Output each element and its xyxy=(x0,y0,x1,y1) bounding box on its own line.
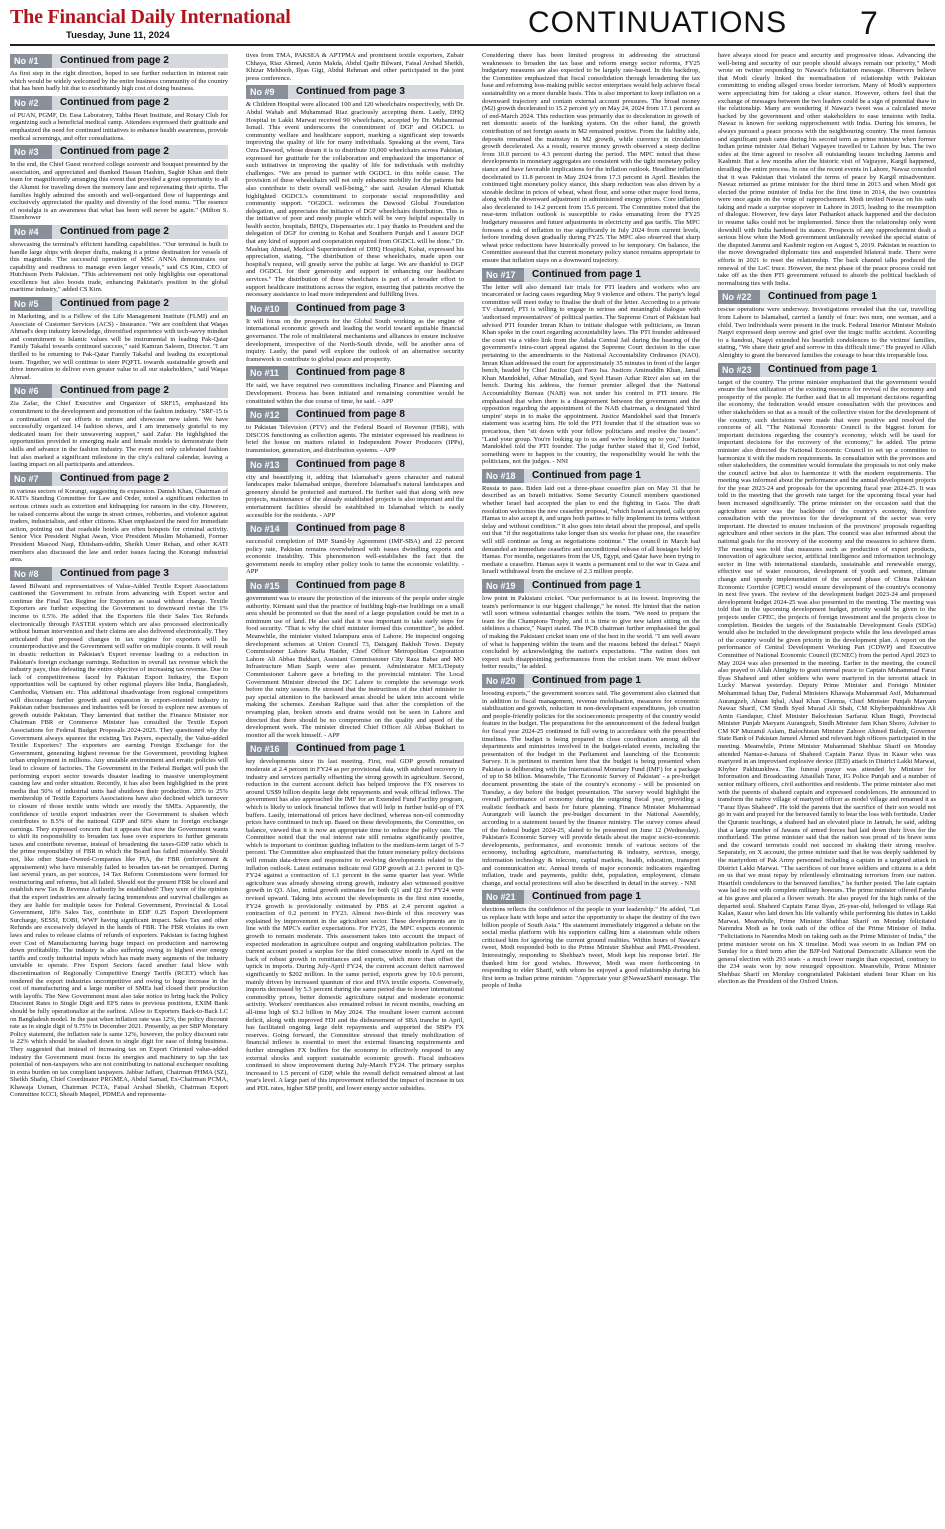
continuation-title: Continued from page 1 xyxy=(524,268,700,282)
continuation-number: No #19 xyxy=(482,579,524,593)
continuation-header xyxy=(482,579,700,593)
continuation-block xyxy=(246,579,464,739)
continuation-text: rescue operations were underway. Investigations revealed that the car, travelling from Lahore to Islamabad, carried a family of four: two men, one woman, and a child. Two individuals were present in the truck. Federal Interior Minister Mohsin Naqvi expressed deep sorrow and grief over the tragic traffic accident. According to a handout, Naqvi extended his heartfelt condolences to the victims' families, stating, "We share their grief and sorrow in this difficult time." He prayed to Allah Almighty to grant the bereaved families the courage to bear this irreparable loss. xyxy=(718,306,936,359)
continuation-block xyxy=(718,363,936,987)
continuation-title: Continued from page 1 xyxy=(760,363,936,377)
continuation-text: government was to ensure the protection of the interests of the people under single authority. Kirmani said that the practice of building high-rise buildings on a small area should be promoted so that the need of a large population could be met in a minimum use of land. He also said that it was important to take early steps for food security. "That is why the chief minister formed this committee", he added. Meanwhile, the minister visited Islampura area of Lahore. He inspected ongoing development schemes at Union Council 73, Dataganj Bakhsh Town. Deputy Commissioner Lahore Rafia Haider, Chief Officer Metropolitan Corporation Lahore Ali Abbas Bukhari, Assistant Commissioner City Raza Babar and MO Infrastructure Mian Saqib were also present. Administrator MCL/Deputy Commissioner Lahore gave a briefing to the provincial minister. The Local Government Minister directed the DC Lahore to complete the sewerage work before the rainy season. He stressed that the instructions of the chief minister to pay special attention to the backward areas should be taken into account while making the schemes. Zeeshan Rafique said that after the completion of the revamping plan, broken streets and drains would not be seen in Lahore and directed that there should be no compromise on the quality and speed of the development work. The minister directed Chief Officer Ali Abbas Bukhari to monitor all the work himself. - APP xyxy=(246,595,464,739)
continuation-title: Continued from page 8 xyxy=(288,458,464,472)
continuation-text: in various sectors of Korangi, suggesting its expansion. Danish Khan, Chairman of KATI's Standing Committee for Law and Order, noted a significant reduction in serious crimes such as extortion and kidnapping for ransom in the city. However, he raised concerns about the surge in street crimes, robberies, and violence against traders, industrialists, and other citizens. Khan emphasized the need for immediate action, pointing out that roadside hotels are often hotspots for criminal activity. Senior Vice President Nighat Awan, Vice President Muslim Mohamedi, Former President Masood Naqi, Ehtisham-uddin, Sheikh Umer Rehan, and other KATI members also discussed the law and order issues facing the Korangi industrial area. xyxy=(10,487,228,564)
continuation-number: No #13 xyxy=(246,458,288,472)
continuation-text: tives from TMA, PAKSEA & APTPMA and prominent textile exporters, Zubair Chhaya, Riaz Ahmed, Amin Makda, Abdul Qadir Bilwani, Faisal Arshad Sheikh, Khizar Mehboob, Ilyas Gigi, Abdul Rehman and other participated in the joint press conference. xyxy=(246,52,464,82)
continuation-header xyxy=(482,674,700,688)
continuation-header xyxy=(10,54,228,68)
column-2 xyxy=(246,52,464,1524)
continuation-block xyxy=(10,567,228,1099)
continuation-number: No #22 xyxy=(718,290,760,304)
continuation-text: It will focus on the prospects for the Global South working as the engine of international economic growth and leading the world toward equitable financial governance. The role of multilateral mechanisms and alliances to ensure inclusive development, irrespective of the North-South divide, will be another area of inquiry. Lastly, the panel will explore the outlook of an alternative security framework to contribute to global peace and prosperity. xyxy=(246,317,464,363)
continuation-block xyxy=(246,302,464,364)
continuation-text: have always stood for peace and security and progressive ideas. Advancing the well-being and security of our people should always remain our priority," Modi wrote on twitter responding to Nawaz's felicitation message. Observers believe that Modi clearly linked the normalisation of relationship with Pakistan committing to ending alleged cross border terrorism. Many of Modi's supporters were appreciating him for taking a clear stance. However, others feel that the exchange of messages between the two leaders could be a sign of potential thaw in the relationship. Many are wondering if Nawaz's tweet was a calculated move backed by the government and other stakeholders to ease tensions with India. Nawaz is known for seeking rapprochement with India. During his tenures, he always pursued a peace process with the neighbouring country. The most famous and significant push came during his second term as prime minister when former Indian prime minister Atal Behari Vajpayee travelled to Lahore by bus. The two sides at the time agreed to resolve all outstanding issues including Jammu and Kashmir. But a few months after the historic visit of Vajpayee, Kargil happened, derailing the entire process. In one of the recent events in Lahore, Nawaz conceded that it was Pakistan that violated the terms of peace by Kargil misadventure. Nawaz returned as prime minister for the third time in 2013 and when Modi got elected the prime minister of India for the first time in 2014, the two countries were once again on the verge of rapprochement. Modi invited Nawaz on his oath taking and made a surprise stopover in Lahore in 2015, leading to the resumption of dialogue. However, few days later Pathankot attack happened and the decision to resume talks could not be implemented. Since then the relationship only went downhill with India hardened its stance. Prospects of any rapprochement dealt a serious blow when the Modi government unilaterally revoked the special status of the disputed Jammu and Kashmir region on August 5, 2019. Pakistan in reaction to the move downgraded diplomatic ties and suspended bilateral trade. There were efforts in 2021 to reset the relationship. The back channel talks produced the renewal of the LoC truce. However, the next phase of the peace process could not take off as the then PTI government refused to absorb the political backlash of normalising ties with India. xyxy=(718,52,936,287)
continuation-text: Jawed Bilwani and representatives of Value-Added Textile Export Associations cautioned the Government to refrain from advancing with Export sector and continue the Final Tax Regime for Exporters as usual without change. Textile Exporters are further expecting the Government to downward revise the 1% income to 0.5%. He added that the Exporters file their Sales Tax Refunds electronically through FASTER system which are also processed electronically without human intervention and their claims are also delivered electronically. They articulated that proposed changes in tax regime for exporters will be counterproductive and the Government will suffer on multiple counts. It will result in drastic reduction in Pakistan's Export revenue leading to a reduction in Pakistan's foreign exchange earnings. Reduction in overall tax revenue which the industry pays, thus defeating the entire objective of increasing tax revenue. Due to lack of competitiveness faced by Pakistan Export Industry, the Export opportunities will be captured by other regional players like India, Bangladesh, Cambodia, Vietnam etc. This additional disadvantage from regional competitors will discourage further growth and expansion in export-oriented industry in Pakistan rather businesses and industries will be forced to explore new avenues of growth outside Pakistan. They lamented that neither the Finance Minister nor Chairman FBR or Commerce Minister has consulted the Textile Export Associations for Federal Budget Proposals 2024-2025. They questioned why the Government always squeeze the existing Tax Payers, especially, the Value-added Textile Exporters? The exporters are earning Foreign Exchange for the Government, generating highest revenue for the Government, providing highest urban employment in millions. Any unstable environment and erratic policies will lead to closure of factories. The Government in the Federal Budget will push the performing export sector towards disaster leading to massive unemployment causing law and order situation. Recently, it has also been highlighted in the print media that 50% of industrial units had shutdown their production. 20% to 25% membership of Textile Exporters Associations have also declined which turnover to closure of those textile units which are mostly the SMEs. Apparently, the confidence of textile export industries over the Government is shaken which contributes to 8.5% of the national GDP and 60% share in foreign exchange earnings. They expressed concern that it appears that now the Government wants to shift its responsibility to broaden tax base over exporters to further generate taxes and contribute revenue, instead of broadening the taxes-GDP ratio which is the prime responsibility of FBR in which the Board has failed miserably. Should not, like other State-Owned-Companies like PIA, the FBR (enforcement & appraisement) who have miserably failed to broaden tax-net be revamped. During last several years, as per sources, 14 Tax Reform Commissions were formed for restructuring and reforms, but all failed. Should not the present FBR be closed and establish new Tax & Revenue Authority be established? They were of the opinion that the export industries are already facing tremendous and survival challenges as they are liable for multiple taxes for Federal Government, Provincial & Local Government, 18% Sales Tax, contribute in EDF 0.25 Export Development Surcharge, SESSI, EOBI, WWF having significant impact. Sales Tax and other Refunds are excessively delayed in the hands of FBR. The FBR violates its own laws and rules to release claims of refunds of exporters. Pakistan is facing highest ever Cost of Manufacturing having huge impact on production and narrowing down profitability. The industry is also suffering owing to highest ever energy tariffs and costly industrial inputs which has made many segments of the industry unviable to operate. Five Export Sectors faced another fatal blow with discontinuation of Regionally Competitive Energy Tariffs (RCET) which has rendered the export industries uncompetitive and owing to huge increase in the cost of manufacturing and a large number of SMEs had closed their production with layoffs. The New Government must also take notice to bring back the Policy Discount Rates to Single Digit and EFS rates to previous positions, EXIM Bank should be fully operationalize at the earliest. Allow to Exporters Back-to-Back LC on Bangladesh model. In the past when inflation rate was 12%, the policy discount rate as in single digit of 9.75% in December 2021. Presently, as per SBP Monetary Policy statement, the inflation rate is same 12%, however, the policy discount rate is 22% which should be slashed down to single digit for ease of doing business. They suggested that instead of increasing tax on Export Oriented value-added industry the Government must focus its energies and machinery to tap the tax potential of non-taxpayers who are not contributing to national exchequer resulting in extra burden on tax compliant taxpayers. Jabbar Jaffani, Chairman PHMA (SZ), Sheikh Shafiq, Chief Coordinator PRGMEA, Abdul Samad, Ex-Chairman PCMA, Khawaja Usman, Chairman PCTA, Faisal Arshad Sheikh, Chairman Export Committee KCCI, Shoaib Maqeel, PDMEA and representa- xyxy=(10,582,228,1099)
continuation-number: No #11 xyxy=(246,366,288,380)
continuation-block xyxy=(246,522,464,576)
continuation-block xyxy=(482,674,700,887)
continuation-title: Continued from page 3 xyxy=(288,85,464,99)
page-number: 7 xyxy=(860,5,878,41)
continuation-header xyxy=(10,145,228,159)
issue-date: Tuesday, June 11, 2024 xyxy=(66,30,170,41)
continuation-number: No #9 xyxy=(246,85,288,99)
column-3 xyxy=(482,52,700,1524)
continuation-block xyxy=(718,52,936,287)
column-1 xyxy=(10,52,228,1524)
section-title: CONTINUATIONS xyxy=(528,6,788,39)
masthead-rule xyxy=(10,44,935,46)
continuation-block xyxy=(246,52,464,82)
continuation-block xyxy=(10,54,228,93)
continuation-header xyxy=(10,96,228,110)
continuation-title: Continued from page 2 xyxy=(52,96,228,110)
continuation-block xyxy=(482,52,700,265)
continuation-title: Continued from page 8 xyxy=(288,579,464,593)
continuation-text: Zia Zafar, the Chief Executive and Organizer of SRF15, emphasized his commitment to the development and promotion of the fashion industry. "SRF-15 is a continuation of our efforts to nurture and showcase new talent. We have successfully organized 14 fashion shows, and I am immensely grateful to my dedicated team for their unwavering support," said Zafar. He highlighted the opportunities provided to emerging male and female models to demonstrate their skills and advance in the fashion industry. The event not only celebrated fashion but also marked a significant milestone in the city's cultural calendar, leaving a lasting impact on all participants and attendees. xyxy=(10,400,228,469)
continuation-number: No #4 xyxy=(10,225,52,239)
continuation-text: boosting exports," the government sources said. The government also claimed that in addition to fiscal management, revenue mobilisation, measures for economic stabilization and growth, reduction in non-development expenditures, job creation and people-friendly policies for the socioeconomic prosperity of the country would feature in the budget. The preparations for the announcement of the federal budget for fiscal year 2024-25 continued in full swing in accordance with the prescribed timelines. The budget is being prepared in close coordination among all the departments and ministries involved in the budget-related events, including the presentation of the budget in the Parliament and launching of the Economic Survey. It is pertinent to mention here that the budget is being presented when Pakistan is deliberating with the International Monetary Fund (IMF) for a package of up to $8 billion. Meanwhile, 'The Economic Survey of Pakistan' - a pre-budget document presenting the state of the country's economy - will be presented on Tuesday, a day before the budget presentation. The survey would highlight the overall performance of economy during the outgoing fiscal year, providing a realistic feedback and basis for future planning. Finance Minister Muhammad Aurangzeb will launch the pre-budget document in the National Assembly, according to a statement issued by the finance ministry. The survey comes ahead of the federal budget 2024-25, slated to be presented on June 12 (Wednesday). Pakistan's Economic Survey will provide details about the major socio-economic developments, performance, and economic trends of various sectors of the economy, including agriculture, manufacturing & industry, services, energy, information technology & telecom, capital markets, health, education, transport and communication etc. Annual trends of major economic indicators regarding inflation, trade and payments, public debt, population, employment, climate change, and social protections will also be described in detail in the survey. - NNI xyxy=(482,689,700,887)
continuation-block xyxy=(10,472,228,564)
continuation-title: Continued from page 2 xyxy=(52,472,228,486)
continuation-number: No #16 xyxy=(246,742,288,756)
continuation-title: Continued from page 8 xyxy=(288,408,464,422)
continuation-header xyxy=(246,458,464,472)
continuation-text: As first step in the right direction, hoped to see further reduction in interest rate which would be widely welcomed by the entire business community of the country that has been badly hit due to exorbitantly high cost of doing business. xyxy=(10,70,228,93)
continuation-title: Continued from page 2 xyxy=(52,145,228,159)
continuation-block xyxy=(482,268,700,466)
continuation-number: No #15 xyxy=(246,579,288,593)
continuation-number: No #10 xyxy=(246,302,288,316)
continuation-text: & Children Hospital were allocated 100 and 120 wheelchairs respectively, with Dr. Abdul Wahab and Muhammad Riaz graciously accepting them. Lastly, DHQ Hospital in Lakki Marwat received 90 wheelchairs, accepted by Dr. Muhammad Ismail. This event underscores the commitment of DGF and OGDCL to community welfare and healthcare support, marking a significant step towards improving the quality of life for many individuals. Speaking at the event, Tara Ozra Dawood, whose dream it is to distribute 10,000 wheelchairs across Pakistan, expressed her gratitude for the collaboration and emphasized the importance of such initiatives in improving the quality of life for individuals with mobility challenges. "We are proud to partner with OGDCL in this noble cause. The provision of these wheelchairs will not only enhance mobility for the patients but also contribute to their overall well-being," she said. Arsalan Ahmad Khattak highlighted OGDCL's commitment to corporate social responsibility and community support. "OGDCL welcomes the Dawood Global Foundation delegation, and appreciates the initiative of DGF wheelchairs distribution. This is the initiative of poor and needy people which will be very helpful especially in health sector, hospitals, BHQ's, Dispensaries etc. I pay thanks to President and the delegation of DGF for coming to Kohat and Southern Punjab and I assure DGF that any kind of support and cooperation required from OGDCL will be done." Dr. Mashtaq Ahmad, Medical Superintendent of DHQ Hospital, Kohat, expressed his appreciation, stating, "The distribution of these wheelchairs, made upon our hospital's request, will greatly serve the public at large. We are thankful to DGF and OGDCL for their generosity and support in enhancing our healthcare services." The distribution of these wheelchairs is part of a broader effort to support healthcare institutions across the region, ensuring that patients receive the necessary assistance to lead more independent and fulfilling lives. xyxy=(246,101,464,299)
continuation-title: Continued from page 8 xyxy=(288,522,464,536)
newspaper-name: The Financial Daily International xyxy=(10,6,291,28)
column-4 xyxy=(718,52,936,1524)
continuation-header xyxy=(10,297,228,311)
continuation-title: Continued from page 1 xyxy=(288,742,464,756)
continuation-header xyxy=(246,366,464,380)
continuation-header xyxy=(482,268,700,282)
continuation-block xyxy=(718,290,936,359)
continuation-number: No #14 xyxy=(246,522,288,536)
continuation-number: No #23 xyxy=(718,363,760,377)
continuation-block xyxy=(10,297,228,381)
continuation-number: No #20 xyxy=(482,674,524,688)
continuation-title: Continued from page 1 xyxy=(524,579,700,593)
continuation-number: No #2 xyxy=(10,96,52,110)
continuation-header xyxy=(246,85,464,99)
continuation-text: city and beautifying it, adding that Islamabad's green character and natural landscapes make Islamabad unique, therefore Islamabad's natural landscapes and greenery should be protected and nurtured. He further said that along with new projects, maintenance of the already established projects is also important and the entertainment facilities should be established in Islamabad which is easily accessible for the residents. - APP xyxy=(246,473,464,519)
continuation-block xyxy=(246,742,464,1092)
continuation-header xyxy=(246,302,464,316)
masthead xyxy=(0,0,945,44)
continuation-number: No #6 xyxy=(10,384,52,398)
continuation-text: low point in Pakistani cricket. "Our performance is at its lowest. Improving the team's performance is our biggest challenge," he noted. He hinted that the nation will soon witness substantial changes within the team. "We need to prepare the team for the Champions Trophy, and it is time to give new talent sitting on the sidelines a chance," Naqvi stated. The PCB chairman further emphasised the goal of making the Pakistani cricket team one of the best in the world. "I am well aware of what is happening within the team and the reasons behind the defeat." Naqvi concluded by acknowledging the nation's expectations. "The nation does not expect such disappointing performances from the cricket team. We must deliver better results," he added. xyxy=(482,595,700,671)
continuation-block xyxy=(482,469,700,576)
continuation-title: Continued from page 1 xyxy=(524,469,700,483)
continuation-number: No #1 xyxy=(10,54,52,68)
continuation-title: Continued from page 1 xyxy=(524,674,700,688)
continuation-block xyxy=(10,96,228,142)
continuation-title: Continued from page 1 xyxy=(760,290,936,304)
continuation-number: No #7 xyxy=(10,472,52,486)
continuation-text: Considering there has been limited progress in addressing the structural weaknesses to broaden the tax base and reform energy sector reforms, FY25 budgetary measures are also expected to be largely rate-based. In this backdrop, the Committee emphasized that fiscal consolidation through broadening the tax base and reforming loss-making public sector enterprises would help achieve fiscal sustainability on a more durable basis. This is also important to keep inflation on a downward trajectory and contain external account pressures. The broad money (M2) growth decelerated to 15.2 percent y/y on May 24, 2024 from 17.1 percent as of end-March 2024. This reduction was primarily due to deceleration in growth of net domestic assets of the banking system. On the other hand, the growth contribution of net foreign assets in M2 remained positive. From the liability side, deposits remained the mainstay in M2 growth, while currency in circulation growth decelerated. As a result, reserve money growth observed a steep decline from 10.0 percent to 4.3 percent during the period. The MPC noted that these developments in monetary aggregates are consistent with the tight monetary policy stance and have favorable implications for the inflation outlook. Headline inflation decelerated to 11.8 percent in May 2024 from 17.3 percent in April. Besides the continued tight monetary policy stance, this sharp reduction was also driven by a sizeable decline in prices of wheat, wheat flour, and some other major food items, along with the downward adjustment in administered energy prices. Core inflation also decelerated to 14.2 percent from 15.6 percent. The Committee noted that the near-term inflation outlook is susceptible to risks emanating from the FY25 budgetary measures and future adjustments in electricity and gas tariffs. The MPC foresees a risk of inflation to rise significantly in July 2024 from current levels, before trending down gradually during FY25. The MPC also observed that sharp wheat price reductions have historically proved to be temporary. On balance, the Committee assessed that the current monetary policy stance remains appropriate to ensure that inflation stays on a downward trajectory. xyxy=(482,52,700,265)
continuation-block xyxy=(246,366,464,405)
continuation-header xyxy=(482,469,700,483)
continuation-number: No #8 xyxy=(10,567,52,581)
continuation-number: No #5 xyxy=(10,297,52,311)
continuation-block xyxy=(246,458,464,520)
article-columns xyxy=(10,52,935,1524)
continuation-text: He said, we have required two committees including Finance and Planning and Development. Process has been initiated and remaining committee would be constituted within the due course of time, he said. - APP xyxy=(246,382,464,405)
continuation-header xyxy=(718,363,936,377)
continuation-title: Continued from page 2 xyxy=(52,384,228,398)
continuation-block xyxy=(10,384,228,468)
continuation-block xyxy=(482,579,700,671)
continuation-title: Continued from page 8 xyxy=(288,366,464,380)
continuation-text: to Pakistan Television (PTV) and the Federal Board of Revenue (FBR), with DISCOS functioning as collection agents. The minister expressed his readiness to brief the house on matters related to Independent Power Producers (IPPs), transmission, generation, and distribution systems. - APP xyxy=(246,424,464,454)
continuation-block xyxy=(482,890,700,990)
continuation-block xyxy=(10,145,228,222)
continuation-text: The letter will also demand fair trials for PTI leaders and workers who are incarcerated or facing cases regarding May 9 violence and others. The party's legal committee will meet today to finalise the draft of the letter. According to a private TV channel, PTI is willing to engage in serious and meaningful dialogue with 'authorised representatives' of political parties. The Supreme Court of Pakistan had advised PTI founder Imran Khan to initiate dialogue with politicians, as Imran Khan spoke in the court regarding accountability laws. The PTI founder addressed the court via a video link from the Adiala Central Jail during the hearing of the government's intra-court appeal against the Supreme Court decision in the case pertaining to the amendments to the National Accountability Ordinance (NAO). Imran Khan addressed the court for approximately 35 minutes in front of the larger bench, headed by Chief Justice Qazi Faez Isa. Justices Aminuddin Khan, Jamal Khan Mandokhel, Athar Minallah, and Syed Hasan Azhar Rizvi also sat on the bench. During his address, the former premier alleged that the National Accountability Bureau (NAB) was not under his control in PTI tenure. He emphasised that when there is a disagreement between the government and the opposition regarding the appointment of the NAB chairman, a designated 'third umpire' steps in to make the appointment. Justice Mandokhel said that Imran's statement was scaring him. He told the PTI founder that if the situation was so precarious, then "sit down with your fellow politicians and resolve the issues". "Land your group. You're looking up to us and we're looking up to you," Justice Mandokhel told the PTI founder. The judge further stated that if, God forbid, something were to happen to the country, the responsibility would lie with the politicians, not the judges. - NNI xyxy=(482,283,700,466)
continuation-text: Russia to pass. Biden laid out a three-phase ceasefire plan on May 31 that he described as an Israeli initiative. Some Security Council members questioned whether Israel had accepted the plan to end the fighting in Gaza. The draft resolution welcomes the new ceasefire proposal, "which Israel accepted, calls upon Hamas to also accept it, and urges both parties to fully implement its terms without delay and without condition." It also goes into detail about the proposal, and spells out that "if the negotiations take longer than six weeks for phase one, the ceasefire will still continue as long as negotiations continue." The council in March had demanded an immediate ceasefire and unconditional release of all hostages held by Hamas. For months, negotiators from the US, Egypt, and Qatar have been trying to mediate a ceasefire. Hamas says it wants a permanent end to the war in Gaza and Israeli withdrawal from the enclave of 2.3 million people. xyxy=(482,484,700,576)
continuation-text: target of the country. The prime minister emphasized that the government would ensure the best utilization of the existing resource for revival of the economy and prosperity of the people. He further said that in all important decisions regarding the economy, the federation would ensure consultation with the provinces and other stakeholders so that as a result of the collective vision for the development of the country, such decisions were made that were positive and resolved the concerns of all. "The National Economic Council is the biggest forum for important decisions regarding the country's economy, which will be used for important decisions for the recovery of the economy," he added. The prime minister also directed the National Economic Council to set up a committee to harmonize it with the modern requirements. In consultation with the provinces and other stakeholders, the committee would formulate the proposals to not only make the council active but also to harmonize it with the modern requirements. The meeting was informed about the performance and the annual development projects for the year 2023-24 and proposals for the upcoming fiscal year 2024-25. It was told in the meeting that the growth rate target for the upcoming fiscal year had been increased significantly. The prime minister on the occasion said that the agriculture sector was the backbone of the country's economy, therefore consultation with the provinces for the development of the sector was very important. He directed to ensure inclusion of the provinces' proposals regarding agriculture and other sectors in the plan. The council was also informed about the national goals for the recovery of the economy and the measures to achieve them. The meeting was told that measures such as production of export products, innovation of agriculture sector, artificial intelligence and information technology sector in line with international standards, sustainable and renewable energy, effective use of water resources, development of youth and women, climate change and speedy implementation of the second phase of China Pakistan Economic Corridor (CPEC) would ensure development of the country's economy in next five years. The review of the development budget 2023-24 and proposed development budget 2024-25 was also presented in the meeting. The meeting was told that in the upcoming development budget, priority would be given to the projects under CPEC, the projects of foreign investment and the projects close to completion. Besides the targets of the Sustainable Development Goals (SDGs) would also be included in the development projects while the less developed areas of the country would be given priority in the development plan. A report on the performance of Central Development Working Part (CDWP) and Executive Committee of National Economic Council (ECNEC) from the period April 2023 to May 2024 was also presented in the meeting. Earlier in the meeting, the council also prayed to Allah Almighty to grant eternal peace to Captain Muhammad Faraz Ilyas Shaheed and other soldiers who were martyred in the terrorist attack in Lucky Marwat yesterday. Deputy Prime Minister and Foreign Minister Mohammad Ishaq Dar, Federal Ministers Khawaja Muhammad Asif, Muhammad Aurangzeb, Ahsan Iqbal, Ahad Khan Cheema, Chief Minister Punjab Maryam Nawaz Sharif, CM Sindh Syed Murad Ali Shah, CM Khyberpakhtunkhwa Ali Amin Gandapur, Chief Minister Balochistan Sarfaraz Khan Bugti, Provincial Minister Punjab Maryam Aurangzeb, Sindh Minister Jam Khan Shoro, Adviser to CM KP Muzamil Aslam, Balochistan Minister Zahoor Ahmed Buledi, Governor State Bank of Pakistan Jameel Ahmed and relevant high officers participated in the meeting. Meanwhile, Prime Minister Muhammad Shehbaz Sharif on Monday attended Namaz-e-Janaza of Shaheed Captain Faraz Ilyas in Kasur who was martyred in an improvised explosive device (IED) attack in District Lakki Marwat, Khyber Pakhtunkhwa. The funeral prayer was attended by Minister for Information and Broadcasting Attaullah Tarar, IG Police Punjab and a number of senior military officers, civil authorities and residents. The prime minister also met with the parents of shaheed captain and expressed condolences. He announced to transform the native village of martyred officer as model village and renamed it as "Faraz Ilyas Shaheed". He told the parents that the sacrifice of their son would not go in vain and prayed for the bereaved family to bear the loss with fortitude. Under the Quranic teachings, a shaheed had an elevated place in Jannah, he said, adding that a large number of Jawans of armed forces had laid down their lives for the motherland. The prime minister said that the nation was proud of its brave sons and the coward terrorists could not succeed in shaking their strong resolve. Separately, on X account, the prime minister said that he was deeply saddened by the martyrdom of Pak Army personnel including a captain in a targeted attack in District Lakki Marwat. "The sacrifices of our brave soldiers and citizens is a debt on us that we must repay by relentlessly eliminating terrorism from our nation. Heartfelt condolences to the bereaved families," he further posted. The late captain was laid to rest with complete military honours. The prime minister offered Fateha at his grave and placed a flower wreath. He also prayed for the high ranks of the departed soul. Shaheed Captain Faraz Ilyas, 26-year-old, belonged to village Rai Kalan, Kasur who laid down his life valiantly while performing his duties in Lakki Marwat. Meanwhile, Prime Minister Shehbaz Sharif on Monday felicitated Narendra Modi as he took oath of the office of the Prime Minister of India. "Felicitations to Narendra Modi on taking oath as the Prime Minister of India," the prime minister wrote on his X timeline. Modi was sworn in as Indian PM on Sunday for a third term after the BJP-led National Democratic Alliance won the general election with 293 seats - a much lower margin than expected, contrary to the 234 seats won by now resurged opposition. Meanwhile, Prime Minister Shehbaz Sharif on Monday congratulated Pakistani student Israr Khan on his election as the President of the Oxford Union. xyxy=(718,378,936,986)
continuation-title: Continued from page 2 xyxy=(52,297,228,311)
continuation-header xyxy=(718,290,936,304)
continuation-title: Continued from page 3 xyxy=(52,567,228,581)
continuation-number: No #3 xyxy=(10,145,52,159)
continuation-header xyxy=(10,225,228,239)
continuation-block xyxy=(246,408,464,454)
continuation-header xyxy=(246,408,464,422)
continuation-header xyxy=(246,522,464,536)
continuation-title: Continued from page 2 xyxy=(52,225,228,239)
continuation-header xyxy=(482,890,700,904)
continuation-block xyxy=(246,85,464,298)
continuation-text: In the end, the Chief Guest received college souvenir and bouquet presented by the association, and appreciated and thanked Hassan Hashim, Saghir Khan and their team for magnificently arranging this event that provided a great opportunity to all the Alumni for traveling down the memory lane and rejuvenating their spirits. The families highly admired the smooth and well-organised flow of happenings and exclusively appreciated the quality and diversity of the food menu. "The essence of nostalgia is an awareness that what has been will never be again." (Milton S. Eisenhower xyxy=(10,161,228,222)
continuation-number: No #12 xyxy=(246,408,288,422)
continuation-header xyxy=(246,579,464,593)
continuation-header xyxy=(10,472,228,486)
continuation-number: No #18 xyxy=(482,469,524,483)
continuation-text: key developments since its last meeting. First, real GDP growth remained moderate at 2.4 percent in FY24 as per provisional data, with subdued recovery in industry and services partially offsetting the strong growth in agriculture. Second, reduction in the current account deficit has helped improve the FX reserves to around US$9 billion despite large debt repayments and weak official inflows. The government has also approached the IMF for an Extended Fund Facility program, which is likely to unlock financial inflows that will help in further build-up of FX buffers. Lastly, international oil prices have declined, whereas non-oil commodity prices have continued to inch up. Based on these developments, the Committee, on balance, viewed that it is now an appropriate time to reduce the policy rate. The Committee noted that the real interest rate still remains significantly positive, which is important to continue guiding inflation to the medium-term target of 5-7 percent. The Committee also emphasized that the future monetary policy decisions will remain data-driven and responsive to evolving developments related to the inflation outlook. Latest estimates indicate real GDP growth at 2.1 percent in Q3-FY24 against a contraction of 1.1 percent in the same quarter last year. While agriculture was already showing strong growth, industry also witnessed positive growth in Q3. Also, initial growth estimates for both Q1 and Q2 for FY24 were revised upward. Taking into account the developments in the first nine months, FY24 growth is provisionally estimated by PBS at 2.4 percent against a contraction of 0.2 percent in FY23. Almost two-thirds of this recovery was explained by improvement in the agriculture sector. These developments are in line with the MPC's earlier expectations. For FY25, the MPC expects economic growth to remain moderate. This assessment takes into account the impact of expected moderation in agriculture output and ongoing stabilization policies. The current account posted a surplus for the third consecutive month in April on the back of robust growth in remittances and exports, which more than offset the uptick in imports. During July-April FY24, the current account deficit narrowed significantly to $202 million. In the same period, exports grew by 10.6 percent, mainly driven by increased quantum of rice and HVA textile exports. Conversely, imports decreased by 5.3 percent during the same period due to lower international commodity prices, better domestic agriculture output and moderate economic activity. Workers' remittances also remained robust in recent months, reaching an all-time high of $3.2 billion in May 2024. The resultant lower current account deficit, along with improved FDI and the disbursement of SBA tranche in April, has facilitated ongoing large debt repayments and supported the SBP's FX reserves. Going forward, the Committee stressed that timely mobilization of financial inflows is essential to meet the external financing requirements and further strengthen FX buffers for the economy to effectively respond to any external shocks and support sustainable economic growth. Fiscal indicators continued to show improvement during July-March FY24. The primary surplus increased to 1.5 percent of GDP, while the overall deficit remained almost at last year's level. A large part of this improvement reflected the impact of increase in tax and PDL rates, higher SBP profit, and lower energy sector subsidies. xyxy=(246,758,464,1092)
continuation-title: Continued from page 2 xyxy=(52,54,228,68)
continuation-title: Continued from page 1 xyxy=(524,890,700,904)
continuation-number: No #21 xyxy=(482,890,524,904)
continuation-header xyxy=(10,567,228,581)
continuation-text: of PUAN, PGMF, Dr. Essa Laboratory, Tabba Heart Institute, and Rotary Club for organizing such a beneficial medical camp. Attendees expressed their gratitude and emphasized the need for continued initiatives to enhance health awareness, provide medical screenings, and offer consultations. xyxy=(10,111,228,142)
continuation-block xyxy=(10,225,228,294)
continuation-header xyxy=(246,742,464,756)
continuation-number: No #17 xyxy=(482,268,524,282)
continuation-text: showcasing the terminal's efficient handling capabilities. "Our terminal is built to handle large ships with deeper drafts, making it a prime destination for vessels of this magnitude. The successful operation of MSC ANNA demonstrates our capability and readiness to manage even larger vessels," said CS Kim, CEO of Hutchison Ports Pakistan. "This achievement not only highlights our operational excellence but also boosts trade, enhancing Pakistan's position in the global maritime industry," added CS Kim. xyxy=(10,240,228,294)
continuation-title: Continued from page 3 xyxy=(288,302,464,316)
continuation-text: successful completion of IMF Stand-by Agreement (IMF-SBA) and 22 percent policy rate, Pakistan remains overwhelmed with issues dwindling exports and economic instability. This phenomenon well-establishes the fact that the government needs to employ other policy tools to tame the economic volatility. - APP xyxy=(246,538,464,576)
continuation-text: in Marketing, and is a Fellow of the Life Management Institute (FLMI) and an Associate of Customer Services (ACS) - Insurance. "We are confident that Waqas Ahmad's deep industry knowledge, diversified experience with tech-savvy mindset and commitment to Islamic values will be instrumental in leading Pak-Qatar Family Takaful towards continued success," said Kamran Saleem, Director. "I am thrilled to be returning to Pak-Qatar Family Takaful and leading its exceptional team. Together, we will continue to steer PQFTL towards sustainable growth and drive innovation to deliver even greater value to all our stakeholders," said Waqas Ahmad. xyxy=(10,313,228,381)
continuation-header xyxy=(10,384,228,398)
continuation-text: elections reflects the confidence of the people in your leadership." He added, "Let us replace hate with hope and seize the opportunity to shape the destiny of the two billion people of South Asia." His statement immediately triggered a debate on the social media platform with his supporters calling him a statesman while others criticised him for ignoring the current ground realities. Within hours of Nawaz's tweet, Modi responded both to the Prime Minister Shehbaz and PML-President. Interestingly, responding to Shehbaz's tweet, Modi kept his response brief. He thanked him for good wishes. However, Modi was more forthcoming in responding to elder Sharif, with whom he enjoyed a good relationship during his first term as Indian prime minister. "Appreciate your @NawazSharif message. The people of India xyxy=(482,906,700,990)
